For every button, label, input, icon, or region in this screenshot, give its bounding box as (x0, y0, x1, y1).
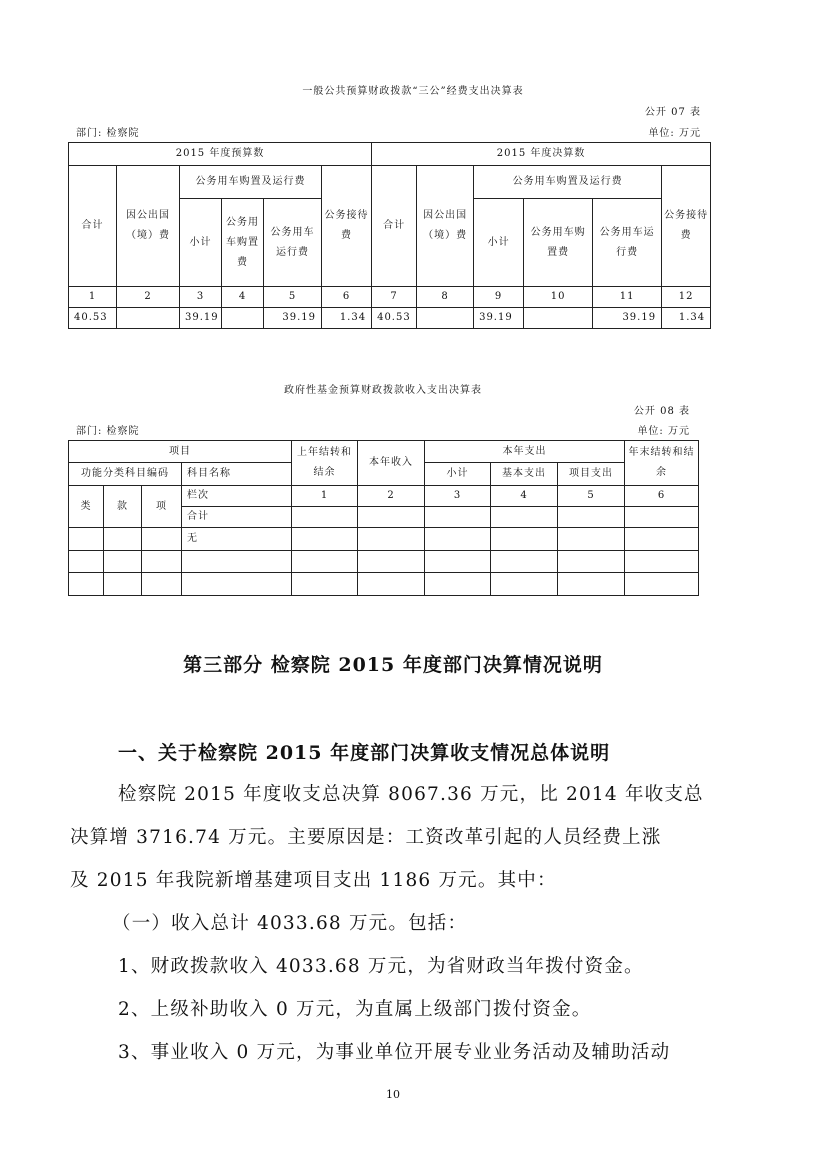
col-abroad: 因公出国（境）费 (417, 166, 474, 287)
col-basic: 基本支出 (491, 463, 558, 486)
col-number: 12 (662, 287, 711, 308)
col-kuan: 款 (104, 486, 142, 528)
col-number: 4 (222, 287, 264, 308)
col-number: 4 (491, 486, 558, 507)
col-subtotal: 小计 (180, 199, 222, 287)
table7 (68, 142, 711, 329)
table8-unit: 单位: 万元 (637, 426, 690, 437)
col-car-running: 公务用车运行费 (264, 199, 322, 287)
cell-value (417, 308, 474, 329)
section-heading: 一、关于检察院 2015 年度部门决算收支情况总体说明 (118, 742, 611, 764)
paragraph-line: 及 2015 年我院新增基建项目支出 1186 万元。其中： (70, 870, 557, 891)
col-number: 7 (372, 287, 417, 308)
col-project: 项目支出 (558, 463, 625, 486)
col-func-code: 功能分类科目编码 (69, 463, 182, 486)
table8-title: 政府性基金预算财政拨款收入支出决算表 (284, 385, 482, 396)
cell-value: 40.53 (69, 308, 117, 329)
cell-value (117, 308, 180, 329)
table7-dept: 部门: 检察院 (76, 128, 140, 139)
part-heading: 第三部分 检察院 2015 年度部门决算情况说明 (183, 654, 603, 676)
col-abroad: 因公出国（境）费 (117, 166, 180, 287)
table7-unit: 单位: 万元 (648, 128, 701, 139)
col-lei: 类 (69, 486, 104, 528)
table8 (68, 440, 699, 596)
col-total: 合计 (69, 166, 117, 287)
col-income: 本年收入 (358, 441, 425, 486)
cell-value (222, 308, 264, 329)
col-number: 6 (322, 287, 372, 308)
page-number: 10 (386, 1088, 400, 1101)
col-reception: 公务接待费 (322, 166, 372, 287)
cell-value: 39.19 (474, 308, 524, 329)
row-level: 栏次 (182, 486, 292, 507)
col-number: 11 (593, 287, 662, 308)
col-number: 9 (474, 287, 524, 308)
col-number: 3 (425, 486, 491, 507)
cell-value: 40.53 (372, 308, 417, 329)
col-item: 项目 (69, 441, 292, 463)
col-number: 1 (69, 287, 117, 308)
col-number: 10 (524, 287, 593, 308)
col-subtotal: 小计 (474, 199, 524, 287)
table7-code: 公开 07 表 (644, 107, 701, 118)
row-none: 无 (182, 528, 292, 551)
group-final: 2015 年度决算数 (372, 143, 711, 166)
col-number: 2 (117, 287, 180, 308)
group-budget: 2015 年度预算数 (69, 143, 372, 166)
col-number: 8 (417, 287, 474, 308)
cell-value: 39.19 (180, 308, 222, 329)
cell-value: 39.19 (264, 308, 322, 329)
col-subtotal: 小计 (425, 463, 491, 486)
col-end-balance: 年末结转和结余 (625, 441, 699, 486)
col-car-purchase: 公务用车购置费 (524, 199, 593, 287)
paragraph-line: （一）收入总计 4033.68 万元。包括： (112, 913, 468, 934)
col-prev-balance: 上年结转和结余 (292, 441, 358, 486)
col-subject-name: 科目名称 (182, 463, 292, 486)
col-number: 5 (264, 287, 322, 308)
row-total: 合计 (182, 507, 292, 528)
col-total: 合计 (372, 166, 417, 287)
col-car-group: 公务用车购置及运行费 (474, 166, 662, 199)
table8-dept: 部门: 检察院 (76, 426, 140, 437)
paragraph-line: 3、事业收入 0 万元，为事业单位开展专业业务活动及辅助活动 (118, 1042, 671, 1063)
col-number: 6 (625, 486, 699, 507)
table7-title: 一般公共预算财政拨款“三公”经费支出决算表 (302, 86, 524, 97)
cell-value (524, 308, 593, 329)
col-car-running: 公务用车运行费 (593, 199, 662, 287)
paragraph-line: 检察院 2015 年度收支总决算 8067.36 万元，比 2014 年收支总 (118, 784, 704, 805)
table8-code: 公开 08 表 (633, 406, 690, 417)
col-reception: 公务接待费 (662, 166, 711, 287)
col-expense-group: 本年支出 (425, 441, 625, 463)
paragraph-line: 2、上级补助收入 0 万元，为直属上级部门拨付资金。 (118, 999, 592, 1020)
col-xiang: 项 (142, 486, 182, 528)
col-car-group: 公务用车购置及运行费 (180, 166, 322, 199)
col-number: 5 (558, 486, 625, 507)
cell-value: 1.34 (322, 308, 372, 329)
cell-value: 1.34 (662, 308, 711, 329)
col-car-purchase: 公务用车购置费 (222, 199, 264, 287)
cell-value: 39.19 (593, 308, 662, 329)
paragraph-line: 决算增 3716.74 万元。主要原因是：工资改革引起的人员经费上涨 (70, 827, 662, 848)
col-number: 1 (292, 486, 358, 507)
col-number: 2 (358, 486, 425, 507)
col-number: 3 (180, 287, 222, 308)
paragraph-line: 1、财政拨款收入 4033.68 万元，为省财政当年拨付资金。 (118, 956, 644, 977)
